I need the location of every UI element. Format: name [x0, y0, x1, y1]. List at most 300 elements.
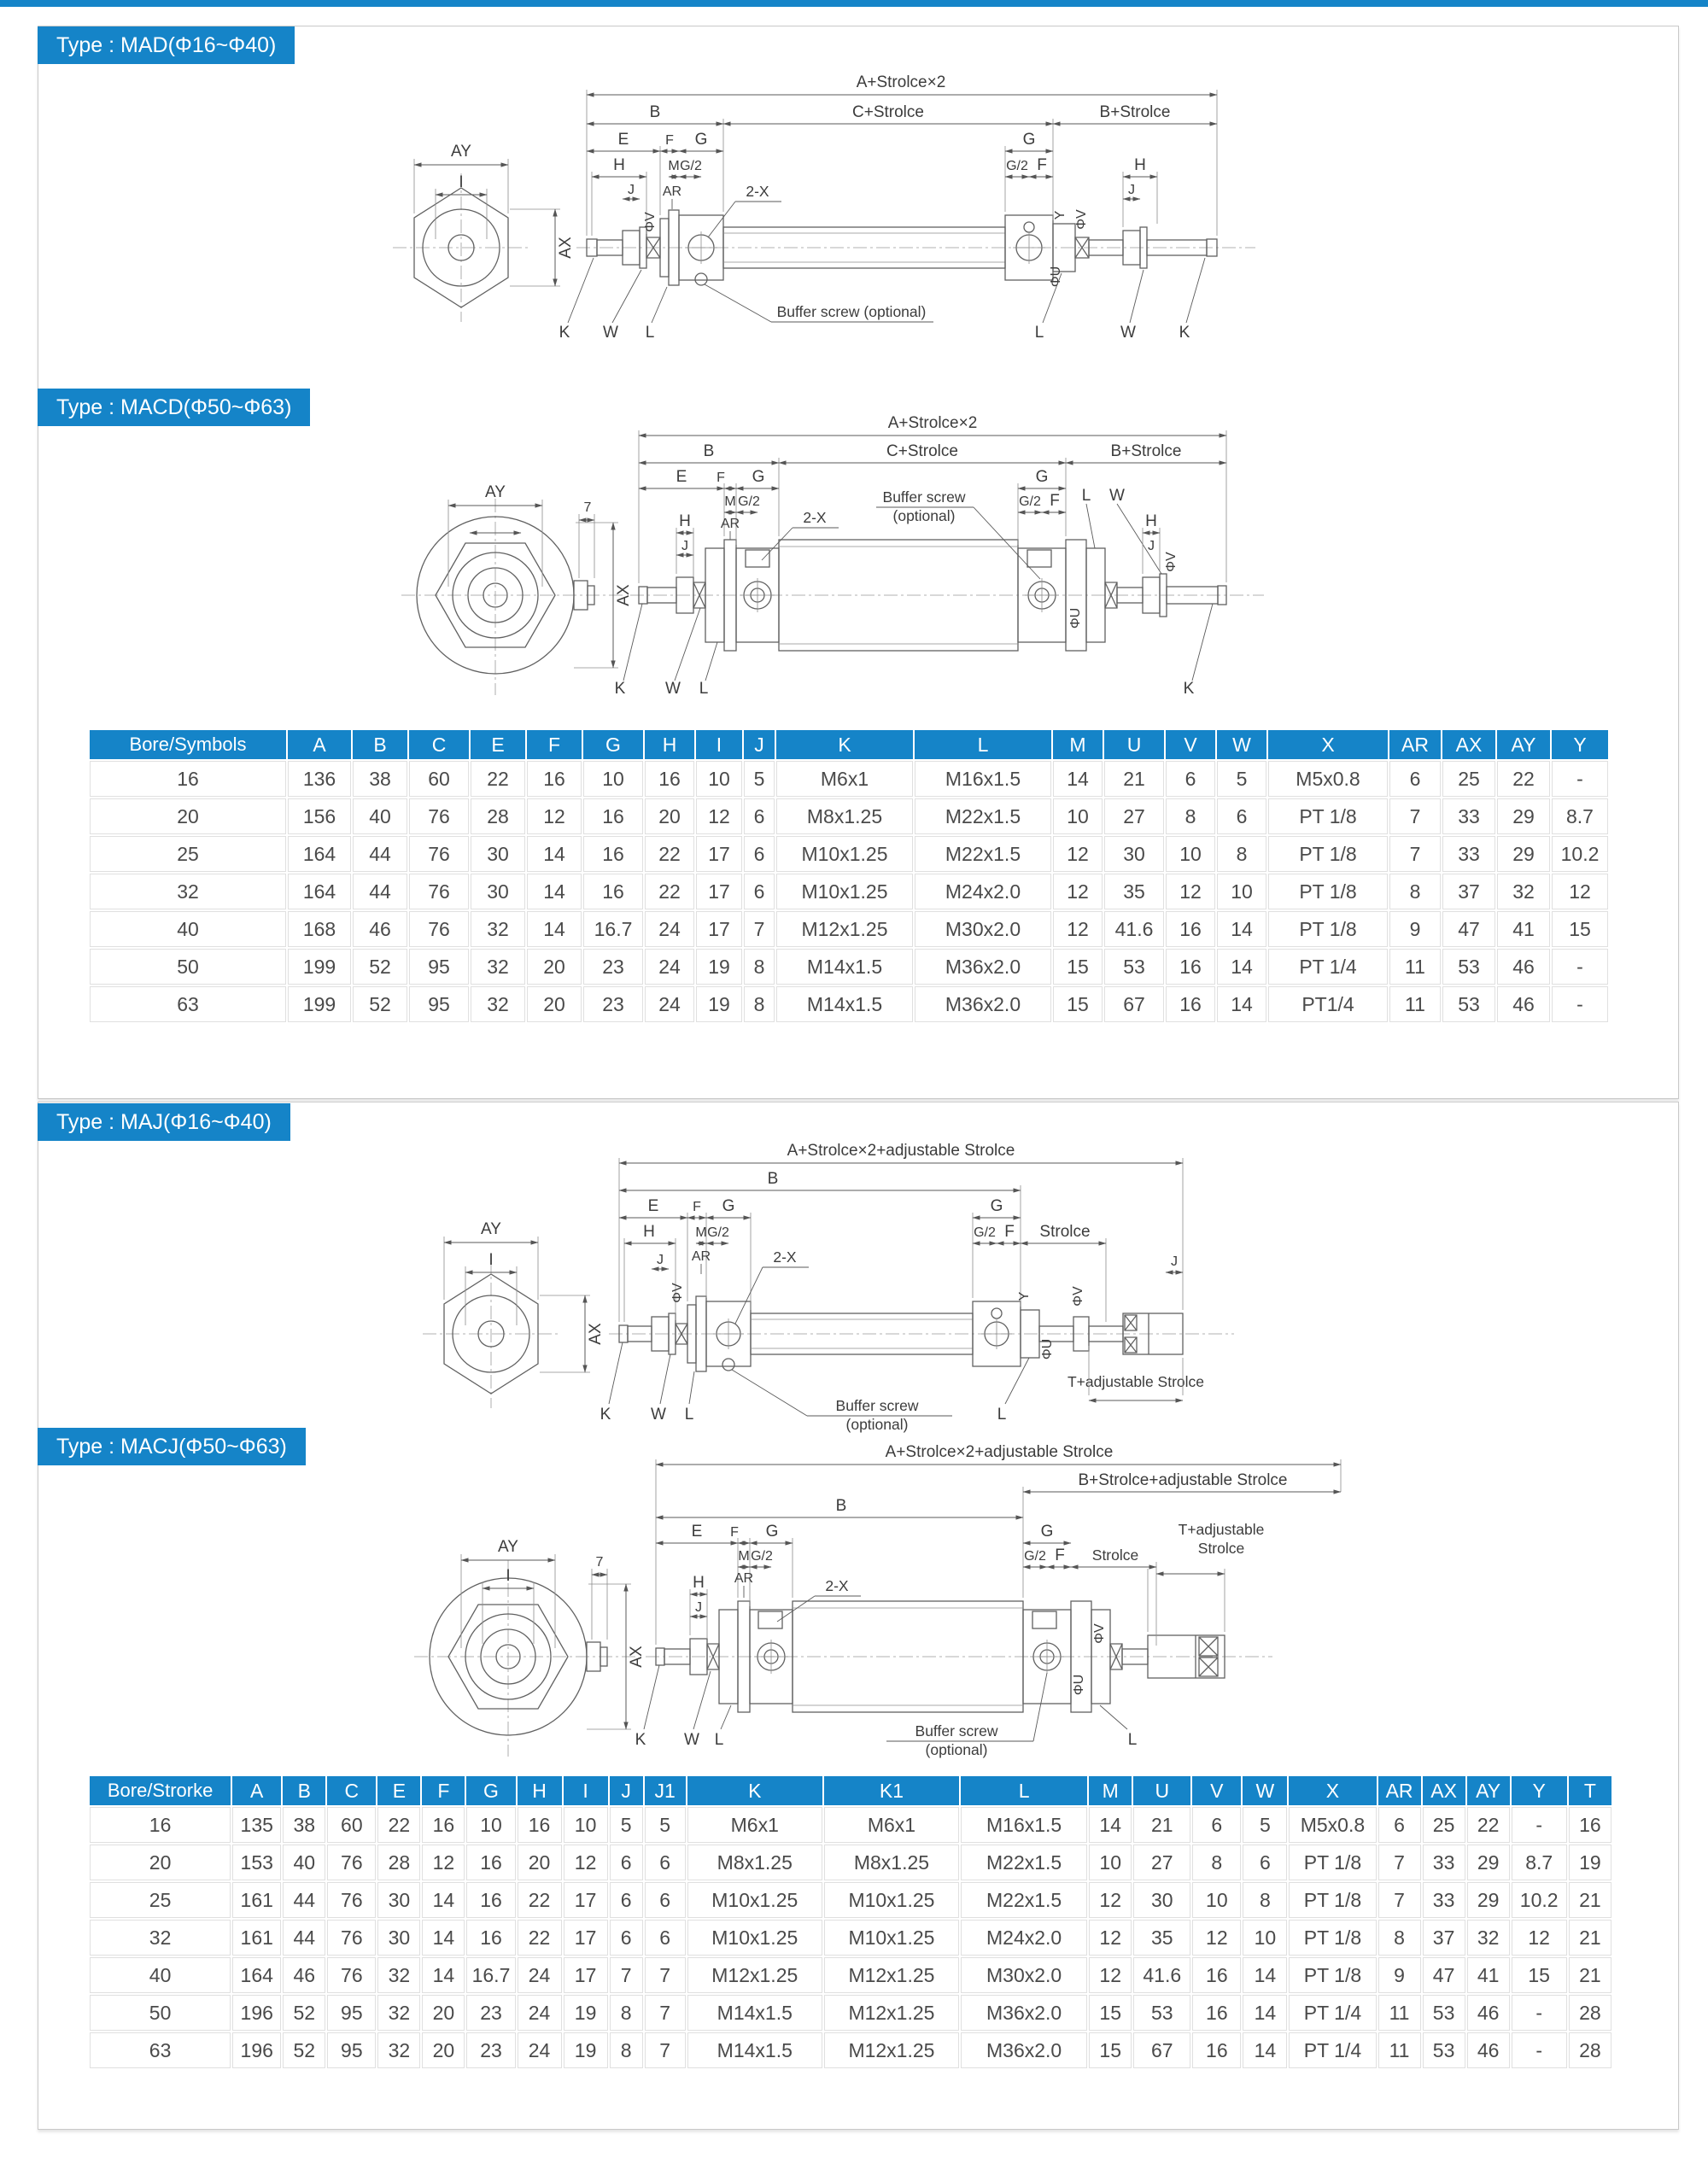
dimension-cell: M36x2.0 — [961, 1995, 1087, 2031]
dim-label-g2: G/2 — [707, 1225, 729, 1240]
leader-label-k: K — [600, 1406, 611, 1424]
dimension-cell: 16 — [645, 761, 694, 797]
dimension-cell: 52 — [353, 949, 407, 985]
dimension-cell: 24 — [645, 986, 694, 1022]
dim-label-t-adjustable: T+adjustable Strolce — [1067, 1373, 1205, 1390]
column-header: M — [1053, 730, 1103, 759]
dim-label-g2-right: G/2 — [1019, 494, 1041, 509]
dim-label-m: M — [668, 159, 680, 173]
dim-label-f-right: F — [1037, 156, 1047, 174]
table-row — [90, 836, 1608, 872]
mad-macd-dimension-table — [88, 728, 1610, 1024]
dimension-cell: 44 — [283, 1882, 325, 1918]
callout-buffer-screw-1: Buffer screw — [835, 1397, 919, 1414]
dimension-cell: 21 — [1133, 1807, 1190, 1843]
dimension-cell: 30 — [471, 836, 525, 872]
dim-label-h: H — [679, 512, 691, 530]
column-header: E — [377, 1776, 420, 1805]
dim-label-ax: AX — [557, 237, 575, 259]
dimension-cell: 10 — [1089, 1845, 1132, 1880]
type-label-macj: Type : MACJ(Φ50~Φ63) — [38, 1428, 306, 1465]
row-header-bore: 25 — [90, 1882, 231, 1918]
table-row — [90, 798, 1608, 834]
dimension-cell: 14 — [1243, 2032, 1287, 2068]
dimension-cell: 15 — [1512, 1957, 1567, 1993]
dimension-cell: 8 — [1192, 1845, 1241, 1880]
dimension-cell: M12x1.25 — [824, 2032, 959, 2068]
dimension-cell: 24 — [518, 1995, 562, 2031]
dimension-cell: PT 1/8 — [1268, 911, 1388, 947]
dimension-cell: 7 — [1389, 798, 1441, 834]
column-header: AR — [1378, 1776, 1421, 1805]
dimension-cell: 14 — [527, 911, 582, 947]
column-header: I — [564, 1776, 608, 1805]
column-header: AY — [1497, 730, 1550, 759]
dimension-cell: 53 — [1423, 1995, 1465, 2031]
table-row — [90, 1807, 1611, 1843]
dimension-cell: 24 — [518, 2032, 562, 2068]
dimension-cell: 16 — [466, 1845, 515, 1880]
dimension-cell: 27 — [1104, 798, 1164, 834]
dimension-cell: M22x1.5 — [915, 836, 1051, 872]
dimension-cell: 44 — [283, 1920, 325, 1956]
dimension-cell: 14 — [422, 1882, 465, 1918]
dimension-cell: 24 — [645, 911, 694, 947]
dim-label-g2: G/2 — [680, 159, 702, 173]
dimension-cell: 32 — [471, 986, 525, 1022]
dimension-cell: 14 — [1217, 949, 1266, 985]
type-label-maj: Type : MAJ(Φ16~Φ40) — [38, 1103, 290, 1141]
dimension-cell: 161 — [232, 1882, 281, 1918]
dimension-cell: PT 1/4 — [1289, 1995, 1376, 2031]
dimension-cell: 41 — [1497, 911, 1550, 947]
dim-label-e: E — [676, 468, 687, 486]
dimension-cell: 16 — [1166, 986, 1215, 1022]
dim-label-f-right: F — [1055, 1546, 1065, 1564]
dimension-cell: 24 — [645, 949, 694, 985]
dimension-cell: 53 — [1423, 2032, 1465, 2068]
dimension-cell: M10x1.25 — [776, 874, 913, 909]
dimension-cell: 32 — [377, 1957, 420, 1993]
dimension-cell: 76 — [409, 798, 469, 834]
dimension-cell: 6 — [1217, 798, 1266, 834]
dim-label-l-top: L — [1081, 487, 1091, 505]
dimension-cell: M36x2.0 — [915, 949, 1051, 985]
dimension-cell: 199 — [288, 986, 351, 1022]
dimension-cell: PT 1/4 — [1289, 2032, 1376, 2068]
dimension-cell: 33 — [1423, 1882, 1465, 1918]
dimension-cell: 14 — [422, 1920, 465, 1956]
callout-buffer-screw: Buffer screw (optional) — [776, 303, 927, 320]
dimension-cell: 8 — [1389, 874, 1441, 909]
dim-label-ar: AR — [720, 517, 740, 531]
dim-label-ax: AX — [587, 1323, 605, 1345]
dimension-cell: 29 — [1467, 1845, 1510, 1880]
dimension-cell: 32 — [377, 1995, 420, 2031]
leader-label-w: W — [603, 324, 618, 342]
callout-buffer-screw-2: (optional) — [845, 1416, 909, 1433]
dimension-cell: 28 — [471, 798, 525, 834]
dim-label-phiu: ΦU — [1072, 1674, 1086, 1696]
column-header: G — [583, 730, 643, 759]
dimension-cell: 40 — [283, 1845, 325, 1880]
leader-label-l: L — [645, 324, 655, 342]
dim-label-c: C+Strolce — [852, 103, 924, 121]
dimension-cell: 17 — [696, 836, 742, 872]
dimension-cell: 17 — [564, 1957, 608, 1993]
dimension-cell: 16 — [583, 874, 643, 909]
dimension-cell: 30 — [1104, 836, 1164, 872]
dimension-cell: 6 — [744, 798, 775, 834]
dim-label-7: 7 — [583, 500, 592, 515]
dimension-cell: 33 — [1442, 798, 1495, 834]
dimension-cell: 25 — [1423, 1807, 1465, 1843]
dimension-cell: 52 — [353, 986, 407, 1022]
dimension-cell: PT 1/8 — [1289, 1920, 1376, 1956]
dimension-cell: 60 — [409, 761, 469, 797]
dim-label-b2: B+Strolce — [1110, 442, 1182, 460]
dimension-cell: 16 — [1192, 2032, 1241, 2068]
dimension-cell: 10.2 — [1512, 1882, 1567, 1918]
dimension-cell: 7 — [744, 911, 775, 947]
dimension-cell: M22x1.5 — [961, 1845, 1087, 1880]
column-header: AX — [1423, 1776, 1465, 1805]
dim-label-h: H — [643, 1223, 655, 1241]
dim-label-ax: AX — [615, 584, 633, 606]
dim-label-g2-right: G/2 — [1024, 1549, 1046, 1564]
dimension-cell: 95 — [327, 2032, 376, 2068]
dim-label-f: F — [730, 1525, 739, 1540]
dimension-cell: 6 — [645, 1882, 686, 1918]
dimension-cell: 47 — [1442, 911, 1495, 947]
dimension-cell: 76 — [409, 874, 469, 909]
dimension-cell: 14 — [422, 1957, 465, 1993]
dimension-cell: 8 — [744, 949, 775, 985]
column-header: J — [610, 1776, 643, 1805]
row-header-bore: 32 — [90, 874, 286, 909]
dimension-cell: 95 — [327, 1995, 376, 2031]
dimension-cell: M10x1.25 — [776, 836, 913, 872]
dimension-cell: 8 — [1217, 836, 1266, 872]
dimension-cell: 21 — [1569, 1920, 1611, 1956]
column-header: U — [1133, 1776, 1190, 1805]
dimension-cell: 22 — [471, 761, 525, 797]
dimension-cell: - — [1552, 949, 1608, 985]
dimension-cell: 52 — [283, 1995, 325, 2031]
dim-label-b: B — [767, 1170, 779, 1188]
row-header-bore: 16 — [90, 1807, 231, 1843]
dimension-cell: 15 — [1053, 986, 1103, 1022]
table-row — [90, 2032, 1611, 2068]
row-header-bore: 40 — [90, 911, 286, 947]
dimension-cell: 12 — [1166, 874, 1215, 909]
leader-label-l: L — [699, 680, 709, 698]
dimension-cell: 14 — [1089, 1807, 1132, 1843]
column-header: M — [1089, 1776, 1132, 1805]
column-header: A — [232, 1776, 281, 1805]
dimension-cell: 20 — [527, 986, 582, 1022]
dimension-cell: 6 — [645, 1920, 686, 1956]
leader-label-l-right: L — [1127, 1731, 1138, 1749]
dimension-cell: 95 — [409, 949, 469, 985]
dim-label-j: J — [681, 539, 688, 553]
dim-label-g: G — [752, 468, 765, 486]
dimension-cell: 12 — [1089, 1920, 1132, 1956]
dimension-cell: 6 — [1378, 1807, 1421, 1843]
column-header: K1 — [824, 1776, 959, 1805]
dimension-cell: 17 — [696, 911, 742, 947]
dimension-cell: 17 — [564, 1882, 608, 1918]
dim-label-phiu: ΦU — [1049, 266, 1063, 288]
dimension-cell: 46 — [1497, 986, 1550, 1022]
dimension-cell: 37 — [1423, 1920, 1465, 1956]
leader-label-w: W — [665, 680, 681, 698]
dimension-cell: 7 — [645, 1957, 686, 1993]
dimension-cell: 21 — [1569, 1957, 1611, 1993]
column-header: C — [327, 1776, 376, 1805]
dimension-cell: 9 — [1389, 911, 1441, 947]
dimension-cell: M30x2.0 — [915, 911, 1051, 947]
dimension-cell: M16x1.5 — [961, 1807, 1087, 1843]
dimension-cell: 53 — [1104, 949, 1164, 985]
dimension-cell: 136 — [288, 761, 351, 797]
table-header-row — [90, 730, 1608, 759]
dimension-cell: 16 — [583, 798, 643, 834]
column-header: Y — [1512, 1776, 1567, 1805]
table-row — [90, 761, 1608, 797]
dimension-cell: PT 1/4 — [1268, 949, 1388, 985]
dimension-cell: 32 — [1497, 874, 1550, 909]
dimension-cell: PT 1/8 — [1289, 1957, 1376, 1993]
dimension-cell: 10 — [466, 1807, 515, 1843]
dimension-cell: 40 — [353, 798, 407, 834]
dim-label-j-right: J — [1171, 1254, 1178, 1269]
column-header: F — [527, 730, 582, 759]
dim-label-phiv-right: ΦV — [1074, 209, 1089, 230]
dimension-cell: 24 — [518, 1957, 562, 1993]
leader-label-w: W — [651, 1406, 666, 1424]
dimension-cell: 53 — [1442, 986, 1495, 1022]
dimension-cell: 16 — [1166, 949, 1215, 985]
dimension-cell: 12 — [422, 1845, 465, 1880]
row-header-bore: 50 — [90, 949, 286, 985]
dimension-cell: 46 — [1467, 2032, 1510, 2068]
dimension-cell: 10 — [1192, 1882, 1241, 1918]
dimension-cell: 32 — [1467, 1920, 1510, 1956]
leader-label-w: W — [684, 1731, 699, 1749]
dimension-cell: 20 — [422, 1995, 465, 2031]
table-row — [90, 1920, 1611, 1956]
dim-label-g: G — [722, 1197, 735, 1215]
dimension-cell: 11 — [1378, 2032, 1421, 2068]
dim-label-m: M — [738, 1549, 750, 1564]
dimension-cell: 6 — [610, 1920, 643, 1956]
column-header: G — [466, 1776, 515, 1805]
dimension-cell: 53 — [1133, 1995, 1190, 2031]
leader-label-k-right: K — [1183, 680, 1195, 698]
dimension-cell: 10 — [583, 761, 643, 797]
dim-label-g2: G/2 — [738, 494, 760, 509]
dim-label-c: C+Strolce — [886, 442, 958, 460]
dim-label-j: J — [657, 1253, 664, 1267]
dimension-cell: 21 — [1569, 1882, 1611, 1918]
dim-label-t-adjustable-2: Strolce — [1197, 1540, 1245, 1557]
dimension-cell: - — [1512, 1995, 1567, 2031]
dimension-cell: - — [1552, 986, 1608, 1022]
dim-label-h-right: H — [1134, 156, 1146, 174]
dimension-cell: 32 — [471, 911, 525, 947]
dim-label-w-top: W — [1109, 487, 1125, 505]
dimension-cell: 20 — [518, 1845, 562, 1880]
dimension-cell: 135 — [232, 1807, 281, 1843]
maj-technical-drawing — [363, 1137, 1337, 1445]
column-header: H — [518, 1776, 562, 1805]
dimension-cell: M14x1.5 — [687, 1995, 822, 2031]
dimension-cell: 196 — [232, 2032, 281, 2068]
dimension-cell: M6x1 — [824, 1807, 959, 1843]
macd-technical-drawing — [367, 403, 1324, 702]
dimension-cell: M8x1.25 — [824, 1845, 959, 1880]
dimension-cell: 7 — [645, 1995, 686, 2031]
dimension-cell: M22x1.5 — [961, 1882, 1087, 1918]
dimension-cell: 8.7 — [1512, 1845, 1567, 1880]
table-row — [90, 1882, 1611, 1918]
dimension-cell: 76 — [327, 1882, 376, 1918]
dimension-cell: M14x1.5 — [776, 949, 913, 985]
dimension-cell: 15 — [1552, 911, 1608, 947]
dim-label-ay: AY — [498, 1538, 518, 1556]
dimension-cell: 16 — [1569, 1807, 1611, 1843]
dimension-cell: 35 — [1133, 1920, 1190, 1956]
dimension-cell: - — [1512, 1807, 1567, 1843]
dim-label-m: M — [724, 494, 736, 509]
dimension-cell: M36x2.0 — [915, 986, 1051, 1022]
dimension-cell: 22 — [1467, 1807, 1510, 1843]
dim-label-b2: B+Strolce+adjustable Strolce — [1078, 1471, 1288, 1489]
dimension-cell: 30 — [377, 1882, 420, 1918]
dimension-cell: - — [1512, 2032, 1567, 2068]
dimension-cell: 12 — [1552, 874, 1608, 909]
dimension-cell: 15 — [1053, 949, 1103, 985]
dimension-cell: 12 — [1053, 874, 1103, 909]
dimension-cell: 6 — [1389, 761, 1441, 797]
dimension-cell: 11 — [1389, 986, 1441, 1022]
dimension-cell: 14 — [527, 874, 582, 909]
dimension-cell: M10x1.25 — [824, 1882, 959, 1918]
callout-buffer-screw-2: (optional) — [925, 1741, 988, 1758]
dim-label-phiv: ΦV — [670, 1283, 685, 1303]
dimension-cell: 19 — [564, 1995, 608, 2031]
dimension-cell: M14x1.5 — [776, 986, 913, 1022]
dimension-cell: 23 — [583, 949, 643, 985]
dim-label-g-right: G — [1022, 131, 1036, 149]
dimension-cell: 10 — [564, 1807, 608, 1843]
dimension-cell: 12 — [1089, 1957, 1132, 1993]
dimension-cell: 5 — [1217, 761, 1266, 797]
column-header: W — [1217, 730, 1266, 759]
dimension-cell: 16 — [518, 1807, 562, 1843]
dim-label-j: J — [695, 1600, 702, 1615]
dim-label-y-right: Y — [1017, 1291, 1032, 1301]
callout-port: 2-X — [773, 1248, 797, 1266]
leader-label-k-right: K — [1179, 324, 1190, 342]
dimension-cell: 22 — [518, 1920, 562, 1956]
column-header: B — [283, 1776, 325, 1805]
dimension-cell: 7 — [645, 2032, 686, 2068]
dim-label-f: F — [717, 471, 725, 485]
dim-label-b: B — [703, 442, 715, 460]
dimension-cell: 6 — [1243, 1845, 1287, 1880]
dimension-cell: 22 — [518, 1882, 562, 1918]
dim-label-phiv: ΦV — [643, 212, 658, 232]
dimension-cell: 28 — [377, 1845, 420, 1880]
column-header: X — [1289, 1776, 1376, 1805]
dimension-cell: M10x1.25 — [687, 1882, 822, 1918]
dim-label-i: I — [506, 1567, 511, 1585]
dimension-cell: 10 — [1243, 1920, 1287, 1956]
dimension-cell: M10x1.25 — [824, 1920, 959, 1956]
dimension-cell: 29 — [1467, 1882, 1510, 1918]
dimension-cell: 10.2 — [1552, 836, 1608, 872]
dimension-cell: 67 — [1104, 986, 1164, 1022]
column-header: L — [961, 1776, 1087, 1805]
column-header: V — [1166, 730, 1215, 759]
dimension-cell: 153 — [232, 1845, 281, 1880]
dim-label-stroke: Strolce — [1039, 1223, 1091, 1241]
dim-label-g2: G/2 — [751, 1549, 773, 1564]
dimension-cell: 10 — [696, 761, 742, 797]
dimension-cell: M22x1.5 — [915, 798, 1051, 834]
row-header-bore: 16 — [90, 761, 286, 797]
leader-label-k: K — [559, 324, 570, 342]
dimension-cell: 35 — [1104, 874, 1164, 909]
dim-label-i: I — [459, 173, 464, 191]
dimension-cell: 20 — [645, 798, 694, 834]
dimension-cell: M8x1.25 — [687, 1845, 822, 1880]
dimension-cell: 53 — [1442, 949, 1495, 985]
dimension-cell: 95 — [409, 986, 469, 1022]
column-header: U — [1104, 730, 1164, 759]
leader-label-k: K — [635, 1731, 646, 1749]
dimension-cell: 76 — [409, 836, 469, 872]
column-header: A — [288, 730, 351, 759]
dim-label-ar: AR — [691, 1249, 711, 1264]
dimension-cell: 23 — [583, 986, 643, 1022]
type-label-mad: Type : MAD(Φ16~Φ40) — [38, 26, 295, 64]
dimension-cell: 30 — [377, 1920, 420, 1956]
dim-label-phiv: ΦV — [1092, 1623, 1107, 1644]
dimension-cell: 60 — [327, 1807, 376, 1843]
dimension-cell: 27 — [1133, 1845, 1190, 1880]
dimension-cell: 67 — [1133, 2032, 1190, 2068]
dim-label-stroke: Strolce — [1091, 1546, 1139, 1564]
dimension-cell: 12 — [564, 1845, 608, 1880]
row-header-bore: 32 — [90, 1920, 231, 1956]
dim-label-ay: AY — [451, 143, 471, 161]
callout-port: 2-X — [746, 183, 769, 200]
dimension-cell: 44 — [353, 836, 407, 872]
dimension-cell: 8 — [1166, 798, 1215, 834]
dim-label-g: G — [694, 131, 708, 149]
dimension-cell: 76 — [327, 1920, 376, 1956]
dimension-cell: 52 — [283, 2032, 325, 2068]
dimension-cell: 23 — [466, 1995, 515, 2031]
column-header: E — [471, 730, 525, 759]
dimension-cell: 11 — [1389, 949, 1441, 985]
table-row — [90, 949, 1608, 985]
callout-buffer-screw-2: (optional) — [892, 507, 956, 524]
row-header-bore: 63 — [90, 986, 286, 1022]
